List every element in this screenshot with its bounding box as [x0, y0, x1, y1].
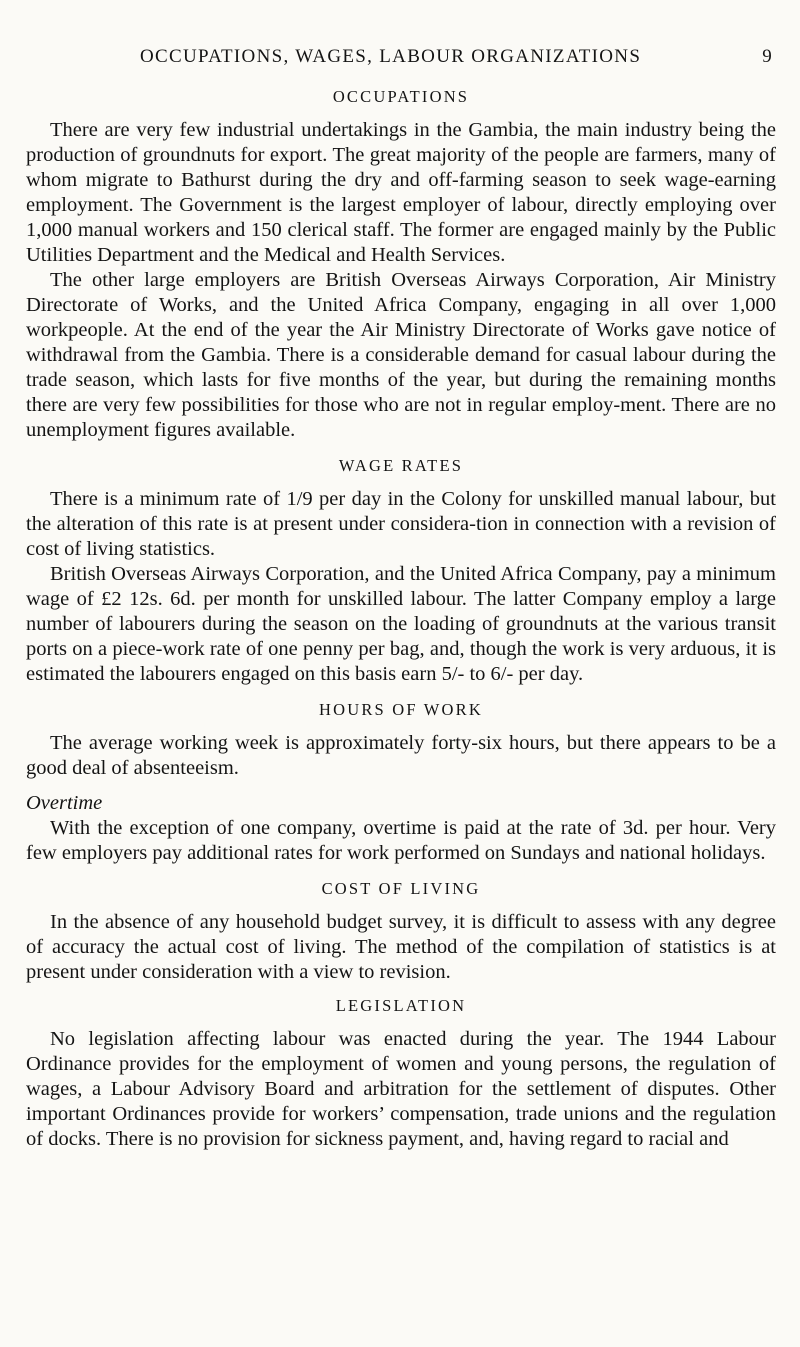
section-heading-cost-of-living: COST OF LIVING	[321, 879, 481, 898]
paragraph-wage-rates-1: There is a minimum rate of 1/9 per day in the Colony for unskilled manual labour, but the alteration of this rate is at present under considera-tion in connection with a revision of cost of living statistics.	[26, 488, 776, 560]
paragraph-overtime-1: With the exception of one company, overtime is paid at the rate of 3d. per hour. Very few employers pay additional rates for work performed on Sundays and national holidays.	[26, 817, 776, 864]
section-wage-rates	[26, 455, 776, 687]
page-number: 9	[762, 46, 773, 67]
section-cost-of-living	[26, 878, 776, 985]
subsection-heading-overtime: Overtime	[26, 792, 103, 814]
paragraph-cost-of-living-1: In the absence of any household budget survey, it is difficult to assess with any degree of accuracy the actual cost of living. The method of the compilation of statistics is at present under consideration with a view to revision.	[26, 911, 776, 983]
section-heading-occupations: OCCUPATIONS	[332, 87, 470, 106]
section-heading-wage-rates: WAGE RATES	[338, 456, 464, 475]
running-head	[140, 46, 773, 72]
section-occupations	[26, 86, 776, 443]
section-heading-legislation: LEGISLATION	[335, 996, 467, 1015]
paragraph-hours-of-work-1: The average working week is approximately forty-six hours, but there appears to be a good deal of absenteeism.	[26, 732, 776, 779]
paragraph-occupations-2: The other large employers are British Overseas Airways Corporation, Air Ministry Directorate of Works, and the United Africa Company, engaging in all over 1,000 workpeople. At the end of the year the Air Ministry Directorate of Works gave notice of withdrawal from the Gambia. There is a considerable demand for casual labour during the trade season, which lasts for five months of the year, but during the remaining months there are very few possibilities for those who are not in regular employ-ment. There are no unemployment figures available.	[26, 269, 776, 441]
paragraph-legislation-1: No legislation affecting labour was enacted during the year. The 1944 Labour Ordinance provides for the employment of women and young persons, the regulation of wages, a Labour Advisory Board and arbitration for the settlement of disputes. Other important Ordinances provide for workers’ compensation, trade unions and the regulation of docks. There is no provision for sickness payment, and, having regard to racial and	[26, 1028, 776, 1150]
section-heading-hours-of-work: HOURS OF WORK	[319, 700, 483, 719]
running-head-title: OCCUPATIONS, WAGES, LABOUR ORGANIZATIONS	[140, 46, 642, 67]
page-body	[26, 86, 776, 1152]
paragraph-wage-rates-2: British Overseas Airways Corporation, and the United Africa Company, pay a minimum wage of £2 12s. 6d. per month for unskilled labour. The latter Company employ a large number of labourers during the season on the loading of groundnuts at the various transit ports on a piece-work rate of one penny per bag, and, though the work is very arduous, it is estimated the labourers engaged on this basis earn 5/- to 6/- per day.	[26, 563, 776, 685]
paragraph-occupations-1: There are very few industrial undertakings in the Gambia, the main industry being the production of groundnuts for export. The great majority of the people are farmers, many of whom migrate to Bathurst during the dry and off-farming season to seek wage-earning employment. The Government is the largest employer of labour, directly employing over 1,000 manual workers and 150 clerical staff. The former are engaged mainly by the Public Utilities Department and the Medical and Health Services.	[26, 119, 776, 266]
section-hours-of-work	[26, 699, 776, 866]
section-legislation	[26, 995, 776, 1152]
